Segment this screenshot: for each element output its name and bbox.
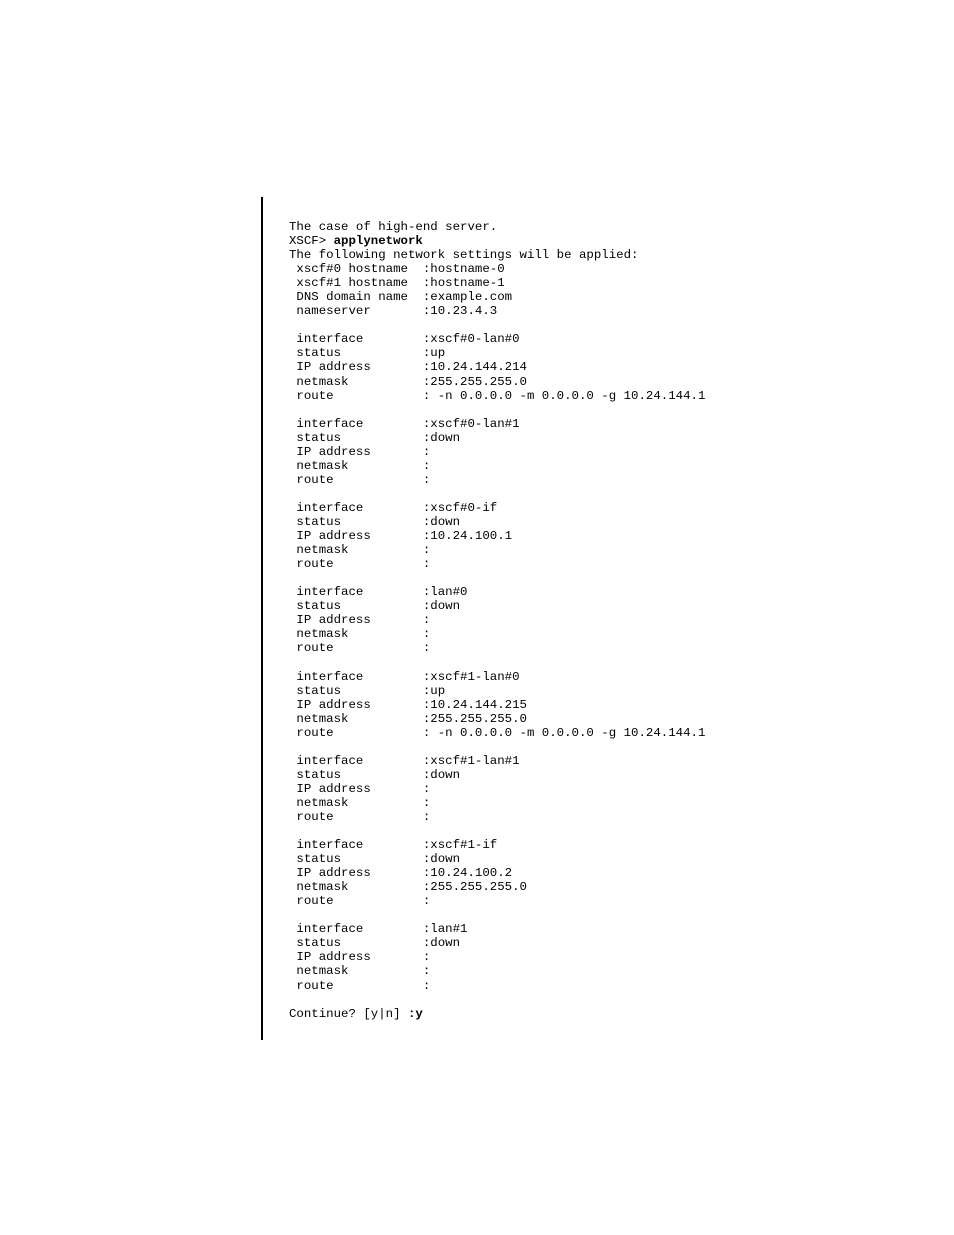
netmask-line: netmask :255.255.255.0 [289,374,527,389]
interface-block [289,501,705,571]
blank-line [289,908,705,922]
interface-line: interface :xscf#1-lan#0 [289,669,520,684]
ip-address-line: IP address : [289,950,431,965]
status-line: status :down [289,514,461,529]
netmask-line: netmask :255.255.255.0 [289,711,527,726]
ip-address-line: IP address :10.24.100.1 [289,529,513,544]
confirm-line [289,1007,705,1021]
interface-line: interface :xscf#0-lan#0 [289,332,520,347]
netmask-line: netmask : [289,627,431,642]
interface-line: interface :xscf#1-if [289,838,498,853]
interface-block [289,332,705,402]
route-line: route : [289,809,431,824]
setting-line: DNS domain name :example.com [289,290,513,305]
netmask-line: netmask : [289,543,431,558]
status-line: status :down [289,852,461,867]
xscf-prompt: XSCF> [289,234,334,249]
code-example [289,220,705,1021]
blank-line [289,824,705,838]
status-line: status :up [289,683,446,698]
setting-line: xscf#0 hostname :hostname-0 [289,262,505,277]
status-line: status :down [289,936,461,951]
netmask-line: netmask :255.255.255.0 [289,880,527,895]
status-line: status :down [289,599,461,614]
status-line: status :down [289,430,461,445]
interface-line: interface :xscf#0-if [289,500,498,515]
interface-block [289,585,705,655]
blank-line [289,740,705,754]
route-line: route : [289,641,431,656]
notice-line: The following network settings will be applied: [289,248,639,263]
ip-address-line: IP address : [289,444,431,459]
command-text: applynetwork [333,234,423,249]
interface-block [289,670,705,740]
ip-address-line: IP address : [289,613,431,628]
confirm-answer: :y [407,1006,423,1021]
blank-line [289,403,705,417]
route-line: route : [289,978,431,993]
confirm-prompt: Continue? [y|n] [289,1006,408,1021]
blank-line [289,571,705,585]
ip-address-line: IP address :10.24.144.214 [289,360,527,375]
interface-block [289,838,705,908]
ip-address-line: IP address :10.24.100.2 [289,866,513,881]
interface-block [289,922,705,992]
ip-address-line: IP address :10.24.144.215 [289,697,527,712]
netmask-line: netmask : [289,795,431,810]
interface-block [289,417,705,487]
route-line: route : [289,894,431,909]
blank-line [289,655,705,669]
blank-line [289,318,705,332]
command-line [289,234,705,248]
route-line: route : [289,472,431,487]
ip-address-line: IP address : [289,781,431,796]
interface-line: interface :lan#0 [289,585,468,600]
interface-line: interface :xscf#0-lan#1 [289,416,520,431]
netmask-line: netmask : [289,964,431,979]
change-bar [261,197,263,1040]
netmask-line: netmask : [289,458,431,473]
blank-line [289,993,705,1007]
route-line: route : -n 0.0.0.0 -m 0.0.0.0 -g 10.24.144.1 [289,388,706,403]
status-line: status :up [289,346,446,361]
route-line: route : -n 0.0.0.0 -m 0.0.0.0 -g 10.24.144.1 [289,725,706,740]
setting-line: xscf#1 hostname :hostname-1 [289,276,505,291]
interface-line: interface :xscf#1-lan#1 [289,753,520,768]
blank-line [289,487,705,501]
setting-line: nameserver :10.23.4.3 [289,304,498,319]
route-line: route : [289,557,431,572]
settings-block [289,262,705,318]
interface-block [289,754,705,824]
interface-line: interface :lan#1 [289,922,468,937]
intro-line: The case of high-end server. [289,220,498,234]
status-line: status :down [289,767,461,782]
